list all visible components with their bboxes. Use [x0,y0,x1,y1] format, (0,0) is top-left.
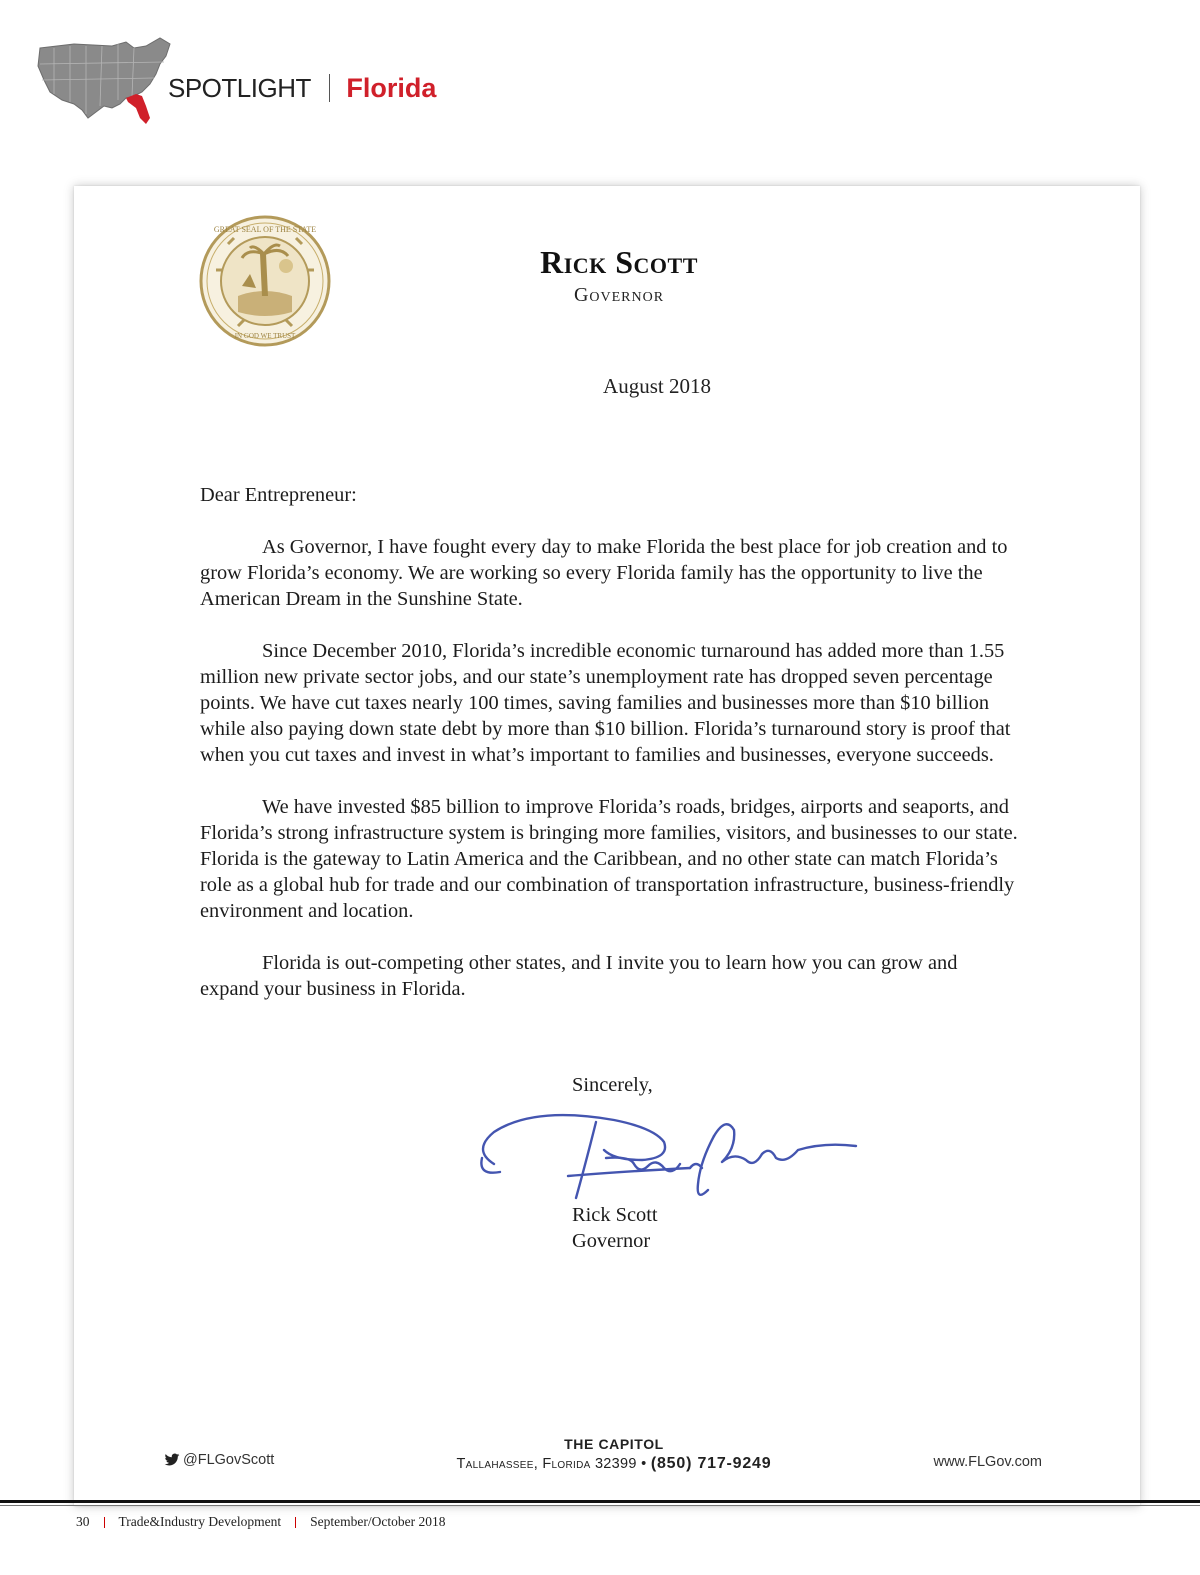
footer-separator [104,1517,105,1528]
letterhead-name: Rick Scott [540,244,698,280]
issue-date: September/October 2018 [310,1514,446,1529]
footer-rule [0,1500,1200,1503]
svg-text:GREAT SEAL OF THE STATE: GREAT SEAL OF THE STATE [213,225,317,234]
section-label: SPOTLIGHT [168,72,311,103]
address-zip: 32399 [594,1456,637,1472]
twitter-handle [164,1452,274,1468]
address-line: Tallahassee, Florida 32399 • (850) 717-9249 [456,1455,772,1472]
footer-rule-thin [0,1505,1200,1506]
handwritten-signature [464,1102,864,1212]
svg-text:IN GOD WE TRUST: IN GOD WE TRUST [234,332,296,340]
publication-name: Trade&Industry Development [118,1514,282,1529]
letter-date: August 2018 [603,374,711,398]
address-bullet: • [641,1456,647,1472]
phone-number: (850) 717-9249 [650,1455,772,1472]
letterhead-title: Governor [573,284,665,306]
salutation: Dear Entrepreneur: [200,484,357,506]
page-number: 30 [76,1514,90,1529]
signer-name: Rick Scott [572,1204,658,1226]
capitol-address [414,1436,814,1473]
state-label: Florida [346,72,437,103]
paragraph-1: As Governor, I have fought every day to make Florida the best place for job creation and to grow Florida’s economy. We are working so every Florida family has the opportunity to live the American Dream in the Sunshine State. [200,536,1008,610]
paragraph-4: Florida is out-competing other states, and I invite you to learn how you can grow and expand your business in Florida. [200,952,958,1000]
signer-title: Governor [572,1230,651,1252]
address-city: Tallahassee [456,1456,534,1472]
building-name: THE CAPITOL [564,1436,664,1452]
paragraph-3: We have invested $85 billion to improve Florida’s roads, bridges, airports and seaports, and Florida’s strong infrastructure system is bringing more families, visitors, and businesses to our state. Florida is the gateway to Latin America and the Caribbean, and no other state can match Florida’s role as a global hub for trade and our combination of transportation infrastructure, business-friendly environment and location. [200,796,1018,922]
paragraph-2: Since December 2010, Florida’s incredible economic turnaround has added more than 1.55 million new private sector jobs, and our state’s unemployment rate has dropped seven percentage points. We have cut taxes nearly 100 times, saving families and businesses more than $10 billion while also paying down state debt by more than $10 billion. Florida’s turnaround story is proof that when you cut taxes and invest in what’s important to families and businesses, everyone succeeds. [200,640,1011,766]
address-state: Florida [542,1456,591,1472]
signer-block [572,1202,658,1254]
twitter-handle-text: @FLGovScott [183,1452,275,1468]
website-link: www.FLGov.com [933,1454,1042,1470]
us-map-icon [34,34,174,126]
footer-separator [295,1517,296,1528]
heading-divider [329,74,331,102]
twitter-bird-icon [164,1453,180,1467]
governor-letter [74,186,1140,1506]
closing: Sincerely, [572,1074,653,1096]
magazine-header [0,0,1200,150]
great-seal-of-florida [198,214,332,348]
page-footer [76,1514,445,1530]
section-heading [168,70,436,106]
letter-body [200,482,1020,1028]
letterhead-name-block [454,246,784,307]
